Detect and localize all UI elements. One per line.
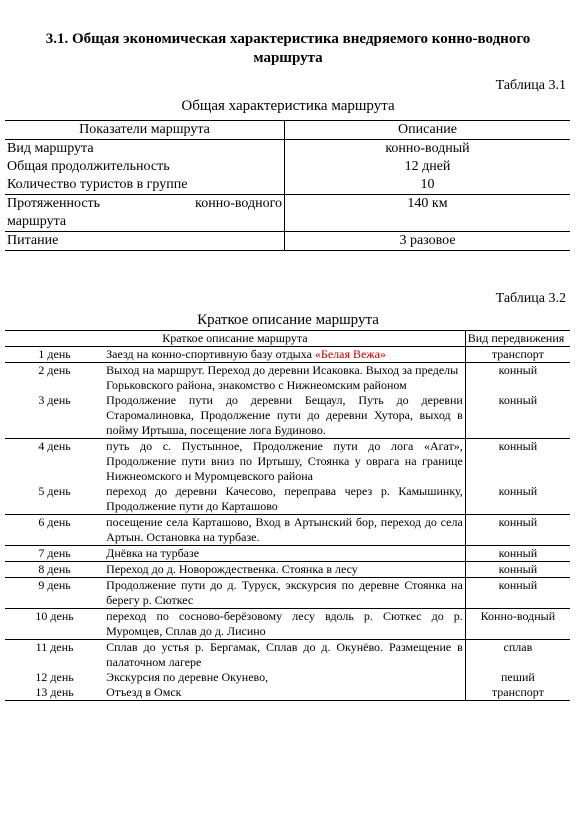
day-cell: 8 день (5, 562, 104, 578)
table-row (5, 363, 570, 394)
day-cell: 13 день (5, 685, 104, 701)
row-key-part: маршрута (7, 214, 67, 229)
row-key: Количество туристов в группе (5, 176, 285, 195)
table-row (5, 393, 570, 439)
day-cell: 11 день (35, 640, 74, 654)
mode-cell: Конно-водный (465, 609, 570, 640)
section-title-line2: маршрута (253, 50, 323, 66)
row-value: 12 дней (285, 158, 571, 176)
row-value: 140 км (285, 195, 571, 232)
mode-cell: конный (465, 484, 570, 515)
description-cell: переход по сосново-берёзовому лесу вдоль р. Сюткес до р. Муромцев, Сплав до д. Лисино (104, 609, 465, 640)
table-row (5, 578, 570, 609)
section-title-line1: 3.1. Общая экономическая характеристика внедряемого конно-водного (45, 31, 531, 47)
description-cell (104, 347, 465, 363)
table-row (5, 232, 570, 251)
table-row (5, 670, 570, 685)
section-title (0, 30, 576, 68)
table-row (5, 640, 570, 671)
mode-cell: конный (465, 562, 570, 578)
base-name: «Белая Вежа» (314, 347, 386, 361)
table1-label: Таблица 3.1 (495, 78, 566, 93)
mode-cell: транспорт (465, 685, 570, 701)
description-cell: переход до деревни Качесово, переправа через р. Камышинку, Продолжение пути до Карташово (104, 484, 465, 515)
row-key: Общая продолжительность (7, 159, 170, 174)
table-row (5, 515, 570, 546)
row-key (5, 195, 285, 232)
table-row (5, 609, 570, 640)
table-row (5, 439, 570, 485)
table-row (5, 484, 570, 515)
mode-cell: конный (465, 515, 570, 546)
column-header: Описание (285, 121, 571, 140)
mode-cell: конный (465, 578, 570, 609)
day-cell: 7 день (5, 546, 104, 562)
day-cell: 3 день (5, 393, 104, 439)
column-header: Краткое описание маршрута (5, 331, 465, 347)
row-key-part: конно-водного (195, 196, 282, 211)
description-cell: Переход до д. Новорождественка. Стоянка в лесу (104, 562, 465, 578)
route-description-table (5, 330, 570, 701)
table-row (5, 195, 570, 232)
description-text: Заезд на конно-спортивную базу отдыха (106, 347, 315, 361)
day-cell: 1 день (5, 347, 104, 363)
description-cell: Сплав до устья р. Бергамак, Сплав до д. Окунёво. Размещение в палаточном лагере (106, 640, 463, 669)
description-cell: Продолжение пути до деревни Бещаул, Путь до деревни Старомалиновка, Продолжение пути до деревни Хутора, выход в пойму Иртыша, посещение лога Будиново. (104, 393, 465, 439)
day-cell: 5 день (5, 484, 104, 515)
table-row (5, 158, 570, 176)
description-cell: путь до с. Пустынное, Продолжение пути до лога «Агат», Продолжение пути вниз по Иртышу, Стоянка у оврага на границе Нижнеомского и Муромцевского района (106, 439, 463, 483)
column-header: Вид передвижения (465, 331, 570, 347)
row-key-part: Протяженность (7, 196, 101, 211)
mode-cell: конный (465, 439, 570, 485)
row-key: Питание (5, 232, 285, 251)
description-cell: Экскурсия по деревне Окунево, (106, 670, 269, 684)
day-cell: 4 день (38, 439, 71, 453)
row-value: конно-водный (285, 140, 571, 159)
row-value: 10 (285, 176, 571, 195)
mode-cell: конный (465, 546, 570, 562)
day-cell: 2 день (38, 363, 71, 377)
table1-title: Общая характеристика маршрута (181, 98, 395, 114)
row-value: 3 разовое (285, 232, 571, 251)
table-header-row (5, 331, 570, 347)
description-cell: посещение села Карташово, Вход в Артынский бор, переход до села Артын. Остановка на турбазе. (104, 515, 465, 546)
table-row (5, 546, 570, 562)
table2-title: Краткое описание маршрута (197, 312, 379, 328)
row-key: Вид маршрута (7, 141, 94, 156)
day-cell: 12 день (35, 670, 74, 684)
mode-cell: конный (465, 393, 570, 439)
day-cell: 9 день (5, 578, 104, 609)
column-header: Показатели маршрута (5, 121, 285, 140)
mode-cell: конный (465, 363, 570, 394)
table-header-row (5, 121, 570, 140)
table-row (5, 176, 570, 195)
mode-cell: пеший (465, 670, 570, 685)
mode-cell: сплав (465, 640, 570, 671)
description-cell: Днёвка на турбазе (104, 546, 465, 562)
description-cell: Выход на маршрут. Переход до деревни Исаковка. Выход за пределы Горьковского района, знакомство с Нижнеомским районом (106, 363, 459, 392)
table-row (5, 347, 570, 363)
day-cell: 6 день (5, 515, 104, 546)
mode-cell: транспорт (465, 347, 570, 363)
table-row (5, 140, 570, 159)
day-cell: 10 день (5, 609, 104, 640)
table-row (5, 562, 570, 578)
table2-label: Таблица 3.2 (495, 291, 566, 306)
description-cell: Отъезд в Омск (104, 685, 465, 701)
table-row (5, 685, 570, 701)
route-characteristics-table (5, 120, 570, 251)
description-cell: Продолжение пути до д. Туруск, экскурсия по деревне Стоянка на берегу р. Сюткес (104, 578, 465, 609)
